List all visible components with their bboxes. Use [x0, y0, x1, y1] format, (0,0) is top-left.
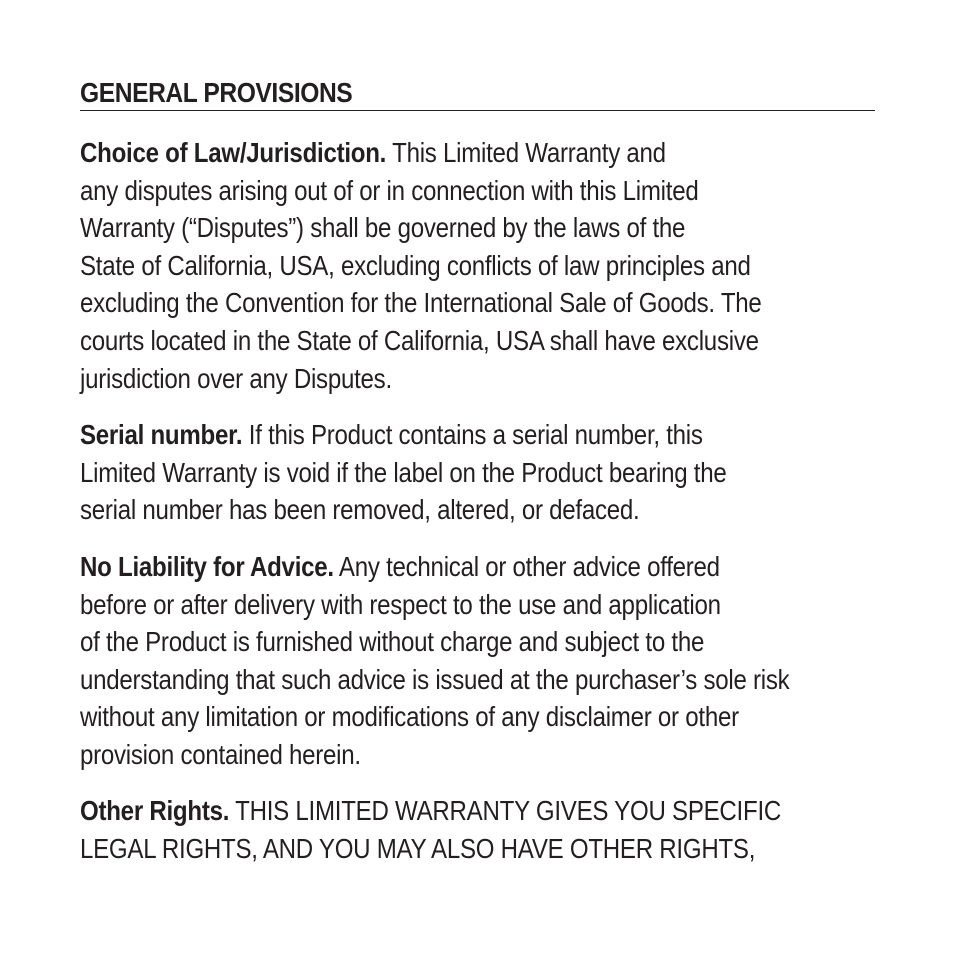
paragraph-lead: Other Rights. [80, 795, 230, 826]
paragraph-serial-number [80, 416, 854, 529]
document-page [80, 76, 875, 864]
paragraph-line: State of California, USA, excluding conflicts of law principles and [80, 249, 751, 281]
paragraph-line: Warranty (“Disputes”) shall be governed by the laws of the [80, 212, 686, 244]
paragraph-lead: No Liability for Advice. [80, 551, 334, 582]
paragraph-line: without any limitation or modifications of any disclaimer or other [80, 701, 739, 733]
paragraph-text: If this Product contains a serial number, this [242, 419, 703, 450]
section-heading-wrap [80, 76, 875, 112]
paragraph-line: jurisdiction over any Disputes. [80, 362, 392, 394]
paragraph-line: provision contained herein. [80, 738, 361, 770]
paragraph-line: courts located in the State of California, USA shall have exclusive [80, 324, 759, 356]
paragraph-other-rights [80, 792, 854, 867]
section-heading: GENERAL PROVISIONS [80, 77, 353, 108]
paragraph-no-liability [80, 548, 854, 774]
paragraph-choice-of-law [80, 134, 854, 397]
paragraph-line [80, 134, 854, 172]
paragraph-line: understanding that such advice is issued at the purchaser’s sole risk [80, 663, 790, 695]
paragraph-lead: Choice of Law/Jurisdiction. [80, 137, 387, 168]
paragraph-line [80, 548, 854, 586]
paragraph-line [80, 792, 854, 830]
paragraph-text: This Limited Warranty and [386, 137, 666, 168]
paragraph-line: before or after delivery with respect to the use and application [80, 588, 721, 620]
paragraph-line: LEGAL RIGHTS, AND YOU MAY ALSO HAVE OTHER RIGHTS, [80, 832, 756, 864]
paragraph-line: serial number has been removed, altered, or defaced. [80, 494, 640, 526]
paragraph-text: THIS LIMITED WARRANTY GIVES YOU SPECIFIC [229, 795, 782, 826]
heading-underline [80, 110, 875, 111]
paragraph-line: of the Product is furnished without charge and subject to the [80, 626, 705, 658]
paragraph-line [80, 416, 854, 454]
paragraph-line: Limited Warranty is void if the label on the Product bearing the [80, 456, 727, 488]
paragraph-line: any disputes arising out of or in connection with this Limited [80, 174, 699, 206]
paragraph-text: Any technical or other advice offered [333, 551, 720, 582]
paragraph-line: excluding the Convention for the International Sale of Goods. The [80, 287, 762, 319]
paragraph-lead: Serial number. [80, 419, 243, 450]
